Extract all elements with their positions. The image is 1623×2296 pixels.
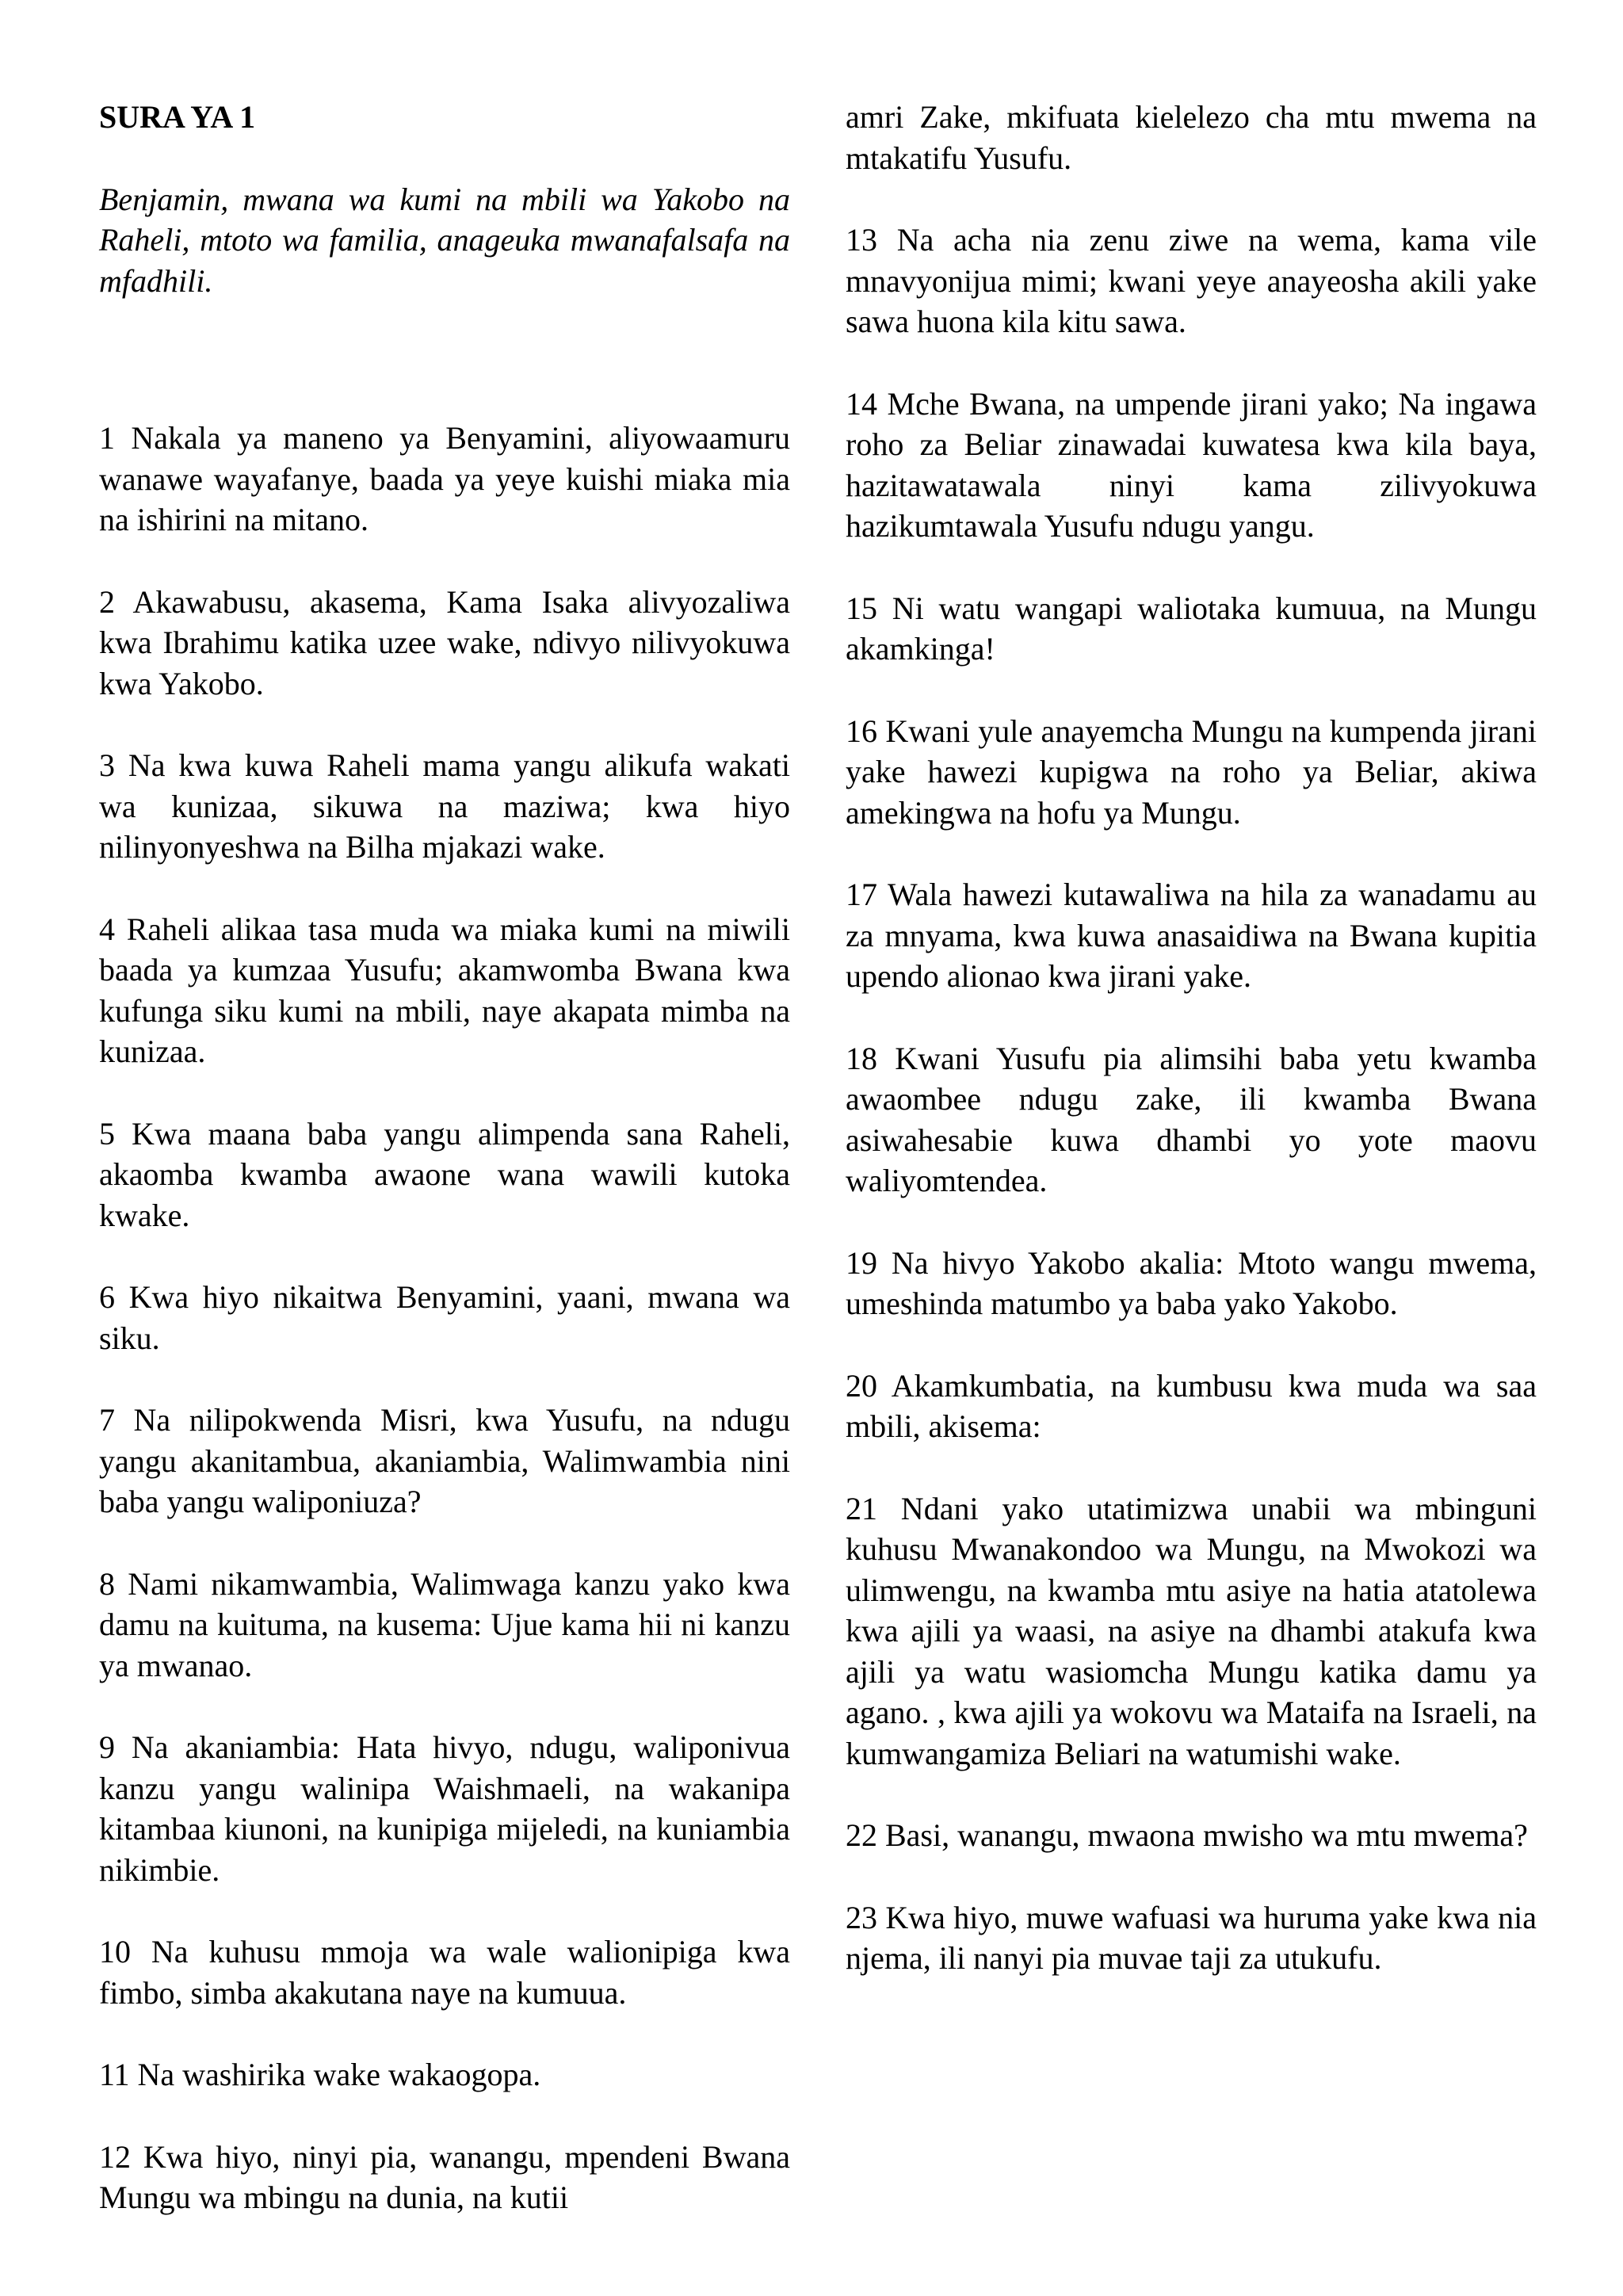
- verse-6: 6 Kwa hiyo nikaitwa Benyamini, yaani, mwana wa siku.: [99, 1279, 790, 1356]
- verse-7: 7 Na nilipokwenda Misri, kwa Yusufu, na ndugu yangu akanitambua, akaniambia, Walimwambia nini baba yangu waliponiuza?: [99, 1402, 790, 1519]
- verse-10: 10 Na kuhusu mmoja wa wale walionipiga kwa fimbo, simba akakutana naye na kumuua.: [99, 1934, 790, 2011]
- verse-1: 1 Nakala ya maneno ya Benyamini, aliyowaamuru wanawe wayafanye, baada ya yeye kuishi miaka mia na ishirini na mitano.: [99, 420, 790, 537]
- verse-4: 4 Raheli alikaa tasa muda wa miaka kumi na miwili baada ya kumzaa Yusufu; akamwomba Bwana kwa kufunga siku kumi na mbili, naye akapata mimba na kunizaa.: [99, 911, 790, 1069]
- verse-13: 13 Na acha nia zenu ziwe na wema, kama vile mnavyonijua mimi; kwani yeye anayeosha akili yake sawa huona kila kitu sawa.: [846, 222, 1537, 339]
- verse-15: 15 Ni watu wangapi waliotaka kumuua, na Mungu akamkinga!: [846, 590, 1537, 667]
- verse-2: 2 Akawabusu, akasema, Kama Isaka alivyozaliwa kwa Ibrahimu katika uzee wake, ndivyo nilivyokuwa kwa Yakobo.: [99, 583, 790, 701]
- verse-23: 23 Kwa hiyo, muwe wafuasi wa huruma yake kwa nia njema, ili nanyi pia muvae taji za utukufu.: [846, 1899, 1537, 1976]
- verse-16: 16 Kwani yule anayemcha Mungu na kumpenda jirani yake hawezi kupigwa na roho ya Beliar, akiwa amekingwa na hofu ya Mungu.: [846, 712, 1537, 831]
- verse-17: 17 Wala hawezi kutawaliwa na hila za wanadamu au za mnyama, kwa kuwa anasaidiwa na Bwana kupitia upendo alionao kwa jirani yake.: [846, 877, 1537, 994]
- verse-12: 12 Kwa hiyo, ninyi pia, wanangu, mpendeni Bwana Mungu wa mbingu na dunia, na kutii: [99, 2138, 790, 2215]
- verse-14: 14 Mche Bwana, na umpende jirani yako; Na ingawa roho za Beliar zinawadai kuwatesa kwa kila baya, hazitawatawala ninyi kama zilivyokuwa hazikumtawala Yusufu ndugu yangu.: [846, 385, 1537, 544]
- left-column: [99, 97, 790, 2260]
- verse-12-continued: amri Zake, mkifuata kielelezo cha mtu mwema na mtakatifu Yusufu.: [846, 99, 1537, 176]
- verse-22: 22 Basi, wanangu, mwaona mwisho wa mtu mwema?: [846, 1817, 1528, 1853]
- right-column: [846, 97, 1537, 2020]
- verse-9: 9 Na akaniambia: Hata hivyo, ndugu, waliponivua kanzu yangu walinipa Waishmaeli, na wakanipa kitambaa kiunoni, na kunipiga mijeledi, na kuniambia nikimbie.: [99, 1729, 790, 1888]
- chapter-summary: Benjamin, mwana wa kumi na mbili wa Yakobo na Raheli, mtoto wa familia, anageuka mwanafalsafa na mfadhili.: [99, 181, 790, 299]
- verse-5: 5 Kwa maana baba yangu alimpenda sana Raheli, akaomba kwamba awaone wana wawili kutoka kwake.: [99, 1115, 790, 1233]
- verse-19: 19 Na hivyo Yakobo akalia: Mtoto wangu mwema, umeshinda matumbo ya baba yako Yakobo.: [846, 1244, 1537, 1321]
- chapter-heading: SURA YA 1: [99, 99, 256, 135]
- verse-8: 8 Nami nikamwambia, Walimwaga kanzu yako kwa damu na kuituma, na kusema: Ujue kama hii ni kanzu ya mwanao.: [99, 1565, 790, 1683]
- verse-3: 3 Na kwa kuwa Raheli mama yangu alikufa wakati wa kunizaa, sikuwa na maziwa; kwa hiyo nilinyonyeshwa na Bilha mjakazi wake.: [99, 747, 790, 865]
- verse-18: 18 Kwani Yusufu pia alimsihi baba yetu kwamba awaombee ndugu zake, ili kwamba Bwana asiwahesabie kuwa dhambi yo yote maovu waliyomtendea.: [846, 1040, 1537, 1198]
- verse-21: 21 Ndani yako utatimizwa unabii wa mbinguni kuhusu Mwanakondoo wa Mungu, na Mwokozi wa ulimwengu, na kwamba mtu asiye na hatia atatolewa kwa ajili ya waasi, na asiye na dhambi atakufa kwa ajili ya watu wasiomcha Mungu katika damu ya agano. , kwa ajili ya wokovu wa Mataifa na Israeli, na kumwangamiza Beliari na watumishi wake.: [846, 1490, 1537, 1771]
- verse-20: 20 Akamkumbatia, na kumbusu kwa muda wa saa mbili, akisema:: [846, 1367, 1537, 1444]
- verse-11: 11 Na washirika wake wakaogopa.: [99, 2057, 541, 2092]
